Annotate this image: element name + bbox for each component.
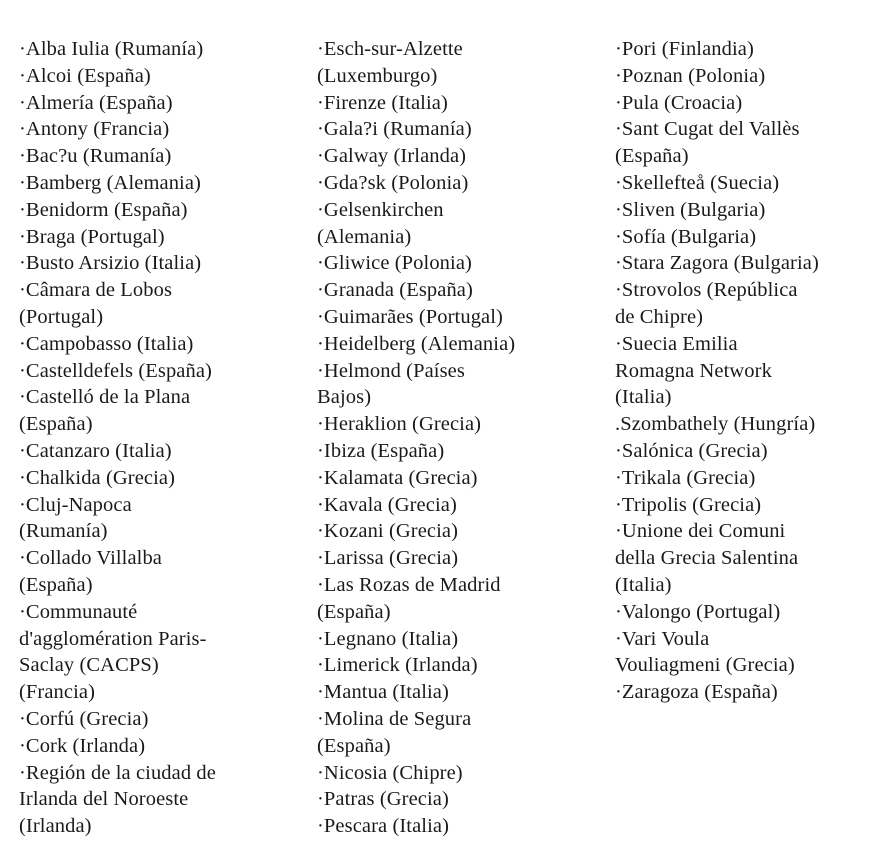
- city-entry: ·Vari Voula Vouliagmeni (Grecia): [615, 627, 795, 677]
- city-entry: ·Castelló de la Plana (España): [19, 386, 191, 436]
- city-column-3: [615, 36, 865, 706]
- city-entry: ·Benidorm (España): [19, 198, 188, 221]
- city-entry: ·Limerick (Irlanda): [317, 654, 478, 677]
- city-entry: ·Tripolis (Grecia): [615, 493, 762, 516]
- city-entry: ·Bamberg (Alemania): [19, 171, 201, 194]
- city-entry: ·Gda?sk (Polonia): [317, 171, 469, 194]
- city-entry: ·Unione dei Comuni della Grecia Salentina (Italia): [615, 520, 799, 596]
- city-entry: ·Strovolos (República de Chipre): [615, 279, 798, 328]
- city-list-page: [0, 36, 870, 856]
- city-entry: ·Helmond (Países Bajos): [317, 359, 465, 409]
- city-entry: ·Molina de Segura (España): [317, 707, 472, 757]
- city-entry: ·Región de la ciudad de Irlanda del Noroeste (Irlanda): [19, 761, 216, 838]
- city-entry: ·Ibiza (España): [317, 439, 445, 462]
- city-entry: ·Skellefteå (Suecia): [615, 171, 780, 194]
- city-entry: ·Firenze (Italia): [317, 91, 448, 114]
- city-entry: ·Pori (Finlandia): [615, 38, 754, 60]
- city-entry: ·Alba Iulia (Rumanía): [19, 38, 204, 60]
- city-entry: ·Legnano (Italia): [317, 627, 459, 650]
- city-entry: ·Catanzaro (Italia): [19, 439, 172, 462]
- city-entry: ·Guimarães (Portugal): [317, 305, 503, 328]
- city-entry: ·Gala?i (Rumanía): [317, 118, 472, 141]
- city-entry: ·Chalkida (Grecia): [19, 466, 176, 489]
- city-entry: ·Stara Zagora (Bulgaria): [615, 252, 819, 275]
- city-entry: ·Pescara (Italia): [317, 815, 450, 838]
- city-entry: ·Galway (Irlanda): [317, 145, 467, 168]
- city-entry: ·Granada (España): [317, 279, 473, 302]
- city-entry: ·Gliwice (Polonia): [317, 252, 472, 275]
- city-entry: ·Heraklion (Grecia): [317, 413, 482, 436]
- city-entry: ·Antony (Francia): [19, 118, 170, 141]
- city-entry: ·Câmara de Lobos (Portugal): [19, 279, 173, 328]
- city-entry: ·Gelsenkirchen (Alemania): [317, 198, 444, 248]
- city-entry: ·Castelldefels (España): [19, 359, 212, 382]
- city-entry: ·Esch-sur-Alzette (Luxemburgo): [317, 38, 463, 87]
- city-entry: ·Campobasso (Italia): [19, 332, 194, 355]
- city-entry: ·Trikala (Grecia): [615, 466, 756, 489]
- city-entry: ·Kozani (Grecia): [317, 520, 459, 543]
- city-entry: ·Mantua (Italia): [317, 681, 449, 704]
- city-column-1: [19, 36, 309, 840]
- city-entry: ·Salónica (Grecia): [615, 439, 768, 462]
- city-entry: ·Bac?u (Rumanía): [19, 145, 172, 168]
- city-entry: ·Kavala (Grecia): [317, 493, 457, 516]
- city-entry: ·Valongo (Portugal): [615, 600, 781, 623]
- city-entry: ·Almería (España): [19, 91, 173, 114]
- city-entry: ·Cork (Irlanda): [19, 734, 146, 757]
- city-entry: ·Larissa (Grecia): [317, 547, 459, 570]
- city-entry: ·Las Rozas de Madrid (España): [317, 573, 501, 623]
- city-entry: ·Busto Arsizio (Italia): [19, 252, 202, 275]
- city-entry: ·Communauté d'agglomération Paris- Saclay (CACPS) (Francia): [19, 600, 207, 704]
- city-column-2: [317, 36, 607, 840]
- city-entry: ·Poznan (Polonia): [615, 64, 766, 87]
- city-entry: ·Heidelberg (Alemania): [317, 332, 516, 355]
- city-entry: ·Corfú (Grecia): [19, 707, 149, 730]
- city-entry: ·Pula (Croacia): [615, 91, 743, 114]
- city-entry: ·Cluj-Napoca (Rumanía): [19, 493, 132, 543]
- city-entry: ·Kalamata (Grecia): [317, 466, 478, 489]
- city-entry: ·Zaragoza (España): [615, 681, 778, 704]
- city-entry: ·Collado Villalba (España): [19, 547, 162, 596]
- city-entry: ·Sofía (Bulgaria): [615, 225, 757, 248]
- city-entry: ·Alcoi (España): [19, 64, 151, 87]
- city-entry: ·Patras (Grecia): [317, 788, 449, 811]
- city-entry: .Szombathely (Hungría): [615, 413, 816, 436]
- city-entry: ·Sant Cugat del Vallès (España): [615, 118, 800, 168]
- city-entry: ·Braga (Portugal): [19, 225, 165, 248]
- city-entry: ·Suecia Emilia Romagna Network (Italia): [615, 332, 772, 409]
- city-entry: ·Sliven (Bulgaria): [615, 198, 766, 221]
- city-entry: ·Nicosia (Chipre): [317, 761, 463, 784]
